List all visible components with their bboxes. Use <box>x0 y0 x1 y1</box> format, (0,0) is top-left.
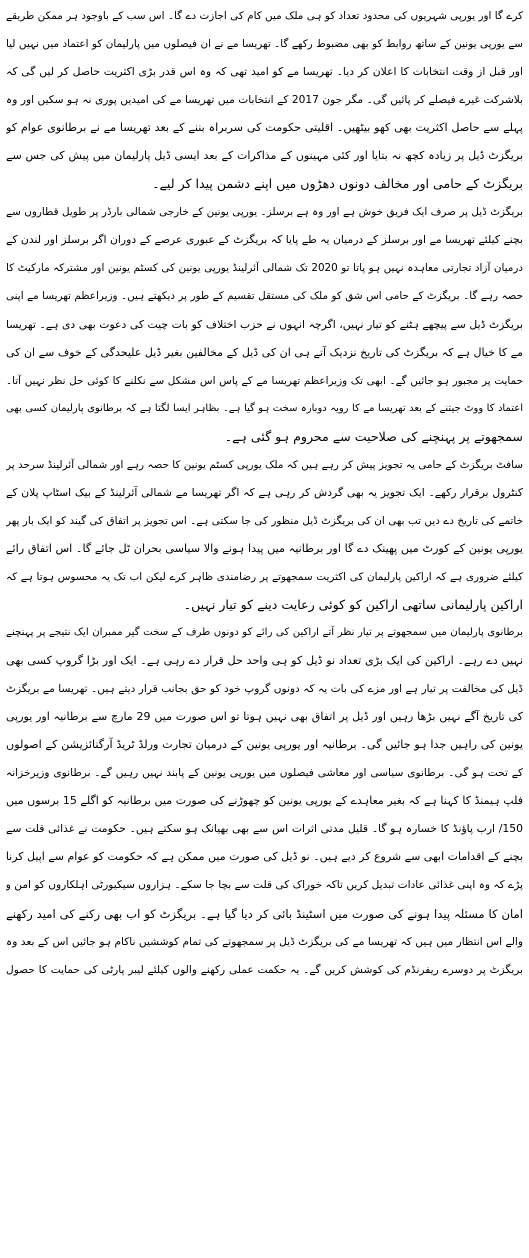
text-line: نہیں دے رہے۔ اراکین کی ایک بڑی تعداد نو ڈیل کو ہی واحد حل قرار دے رہی ہے۔ ایک اور بڑا گروپ کسی بھی <box>6 654 523 668</box>
text-line: خاتمے کی تاریخ دے دیں تب بھی ان کی بریگزٹ ڈیل منظور کی جا سکتی ہے۔ اس تجویز پر اتفاق کی گیند کو ایک بار پھر <box>6 514 523 527</box>
text-line: بلاشرکت غیرے فیصلے کر پائیں گی۔ مگر جون 2017 کے انتخابات میں تھریسا مے کی امیدیں پوری نہ ہو سکیں اور وہ <box>6 94 523 107</box>
text-line: بریگزٹ کے حامی اور مخالف دونوں دھڑوں میں اپنے دشمن پیدا کر لیے۔ <box>152 176 523 192</box>
text-line: بریگزٹ پر دوسرے ریفرنڈم کی کوشش کریں گے۔ یہ حکمت عملی رکھنے والوں کیلئے لیبر پارٹی کی حمایت کا حصول <box>6 963 523 976</box>
text-line: ڈیل کی مخالفت پر تیار ہے اور مزے کی بات یہ کہ دونوں گروپ خود کو حق بجانب قرار دیتے ہیں۔ تھریسا مے بریگزٹ <box>6 683 523 696</box>
text-line: فلپ ہیمنڈ کا کہنا ہے کہ بغیر معاہدے کے یورپی یونین کو چھوڑنے کی صورت میں برطانیہ کو اگلے 15 برسوں میں <box>6 794 523 808</box>
text-line: برطانوی پارلیمان میں سمجھوتے پر تیار نظر آتے اراکین کی رائے کو دونوں طرف کے سخت گیر ممبران ایک نتیجے پر پہنچنے <box>6 627 523 639</box>
text-line: یونین کی راہیں جدا ہو جائیں گی۔ برطانیہ اور یورپی یونین کے درمیان تجارت ورلڈ ٹریڈ آرگنائزیشن کے اصولوں <box>6 738 523 752</box>
paragraph-2 <box>6 198 523 450</box>
text-line: بریگزٹ ڈیل سے پیچھے ہٹنے کو تیار نہیں، اگرچہ انہوں نے حزب اختلاف کو بات چیت کی دعوت بھی دی ہے۔ تھریسا <box>6 317 523 331</box>
text-line: یورپی یونین کے کورٹ میں پھینک دے گا اور برطانیہ میں پیدا ہونے والا سیاسی بحران ٹل جائے گا۔ اس اتفاق رائے <box>6 541 523 555</box>
text-line: کی تاریخ آگے نہیں بڑھا رہیں اور ڈیل پر اتفاق بھی نہیں ہوتا تو اس صورت میں 29 مارچ سے برطانیہ اور یورپی <box>6 710 523 724</box>
text-line: سافٹ بریگزٹ کے حامی یہ تجویز پیش کر رہے ہیں کہ ملک یورپی کسٹم یونین کا حصہ رہے اور شمالی آئرلینڈ سرحد پر <box>6 458 523 471</box>
text-line: بریگزٹ ڈیل پر صرف ایک فریق خوش ہے اور وہ ہے برسلز۔ یورپی یونین کے خارجی شمالی بارڈر پر طویل قطاروں سے <box>6 206 523 219</box>
text-line: امان کا مسئلہ پیدا ہونے کی صورت میں اسٹینڈ بائی کر دیا گیا ہے۔ بریگزٹ کو اب بھی رکنے کی امید رکھنے <box>6 906 523 921</box>
text-line: درمیان آزاد تجارتی معاہدہ نہیں ہو پاتا تو 2020 تک شمالی آئرلینڈ یورپی یونین کی کسٹم یونین اور مشترکہ مارکیٹ کا <box>6 262 523 275</box>
text-line: کے تحت ہو گی۔ برطانوی سیاسی اور معاشی فیصلوں میں یورپی یونین کے پابند نہیں رہیں گے۔ برطانوی وزیرخزانہ <box>6 767 523 780</box>
text-line: کیلئے ضروری ہے کہ اراکین پارلیمان کی اکثریت سمجھوتے پر رضامندی ظاہر کرے لیکن اب تک یہ محسوس ہوتا ہے کہ <box>6 570 523 583</box>
text-line: اعتماد کا ووٹ جیتنے کے بعد تھریسا مے کا رویہ دوبارہ سخت ہو گیا ہے۔ بظاہر ایسا لگتا ہے کہ برطانوی پارلیمان کسی بھی <box>6 402 523 414</box>
text-line: کنٹرول برقرار رکھے۔ ایک تجویز یہ بھی گردش کر رہی ہے کہ اگر تھریسا مے شمالی آئرلینڈ کے بیک اسٹاپ پلان کے <box>6 485 523 499</box>
text-line: پڑے کہ وہ اپنی غذائی عادات تبدیل کریں تاکہ خوراک کی قلت سے بچا جا سکے۔ ہزاروں سیکیورٹی اہلکاروں کو امن و <box>6 879 523 892</box>
text-line: کرے گا اور یورپی شہریوں کی محدود تعداد کو ہی ملک میں کام کی اجازت دے گا۔ اس سب کے باوجود ہر ممکن طریقے <box>6 10 523 22</box>
paragraph-4 <box>6 619 523 984</box>
text-line: اور قبل از وقت انتخابات کا اعلان کر دیا۔ تھریسا مے کو امید تھی کہ وہ اس قدر بڑی اکثریت حاصل کر لیں گی کہ <box>6 65 523 79</box>
text-line: بریگزٹ ڈیل پر زیادہ کچھ نہ بتایا اور کئی مہینوں کے مذاکرات کے بعد ایسی ڈیل پارلیمان میں پیش کی جس سے <box>6 149 523 163</box>
text-line: والے اس انتظار میں ہیں کہ تھریسا مے کی بریگزٹ ڈیل پر سمجھوتے کی تمام کوششیں ناکام ہو جائیں اس کے بعد وہ <box>6 935 523 948</box>
text-line: مے کا خیال ہے کہ بریگزٹ کی تاریخ نزدیک آتے ہی ان کی ڈیل کے مخالفین بغیر ڈیل علیحدگی کے خوف سے ان کی <box>6 345 523 359</box>
text-line: حمایت پر مجبور ہو جائیں گے۔ ابھی تک وزیراعظم تھریسا مے کے پاس اس مشکل سے نکلنے کا کوئی حل نظر نہیں آتا۔ <box>6 374 523 387</box>
text-line: سے یورپی یونین کے ساتھ روابط کو بھی مضبوط رکھے گا۔ تھریسا مے نے ان فیصلوں میں پارلیمان کو اعتماد میں نہیں لیا <box>6 38 523 51</box>
paragraph-3 <box>6 451 523 619</box>
text-line: سمجھوتے پر پہنچنے کی صلاحیت سے محروم ہو گئی ہے۔ <box>224 428 523 444</box>
text-line: اراکین پارلیمانی ساتھی اراکین کو کوئی رعایت دینے کو تیار نہیں۔ <box>183 596 523 612</box>
text-line: 150/ ارب پاؤنڈ کا خسارہ ہو گا۔ قلیل مدتی اثرات اس سے بھی بھیانک ہو سکتے ہیں۔ حکومت نے غذائی قلت سے <box>6 822 523 836</box>
text-line: بچنے کے اقدامات ابھی سے شروع کر دیے ہیں۔ نو ڈیل کی صورت میں ممکن ہے کہ حکومت کو عوام سے اپیل کرنا <box>6 850 523 864</box>
text-line: بچنے کیلئے تھریسا مے اور برسلز کے درمیان یہ طے پایا کہ بریگزٹ کے عبوری عرصے کے دوران اگر برسلز اور لندن کے <box>6 233 523 247</box>
text-line: پہلے سے حاصل اکثریت بھی کھو بیٹھیں۔ اقلیتی حکومت کی سربراہ بننے کے بعد تھریسا مے نے برطانوی عوام کو <box>6 121 523 135</box>
paragraph-1 <box>6 2 523 198</box>
text-line: حصہ رہے گا۔ بریگزٹ کے حامی اس شق کو ملک کی مستقل تقسیم کے طور پر دیکھتے ہیں۔ وزیراعظم تھریسا مے اپنی <box>6 290 523 303</box>
